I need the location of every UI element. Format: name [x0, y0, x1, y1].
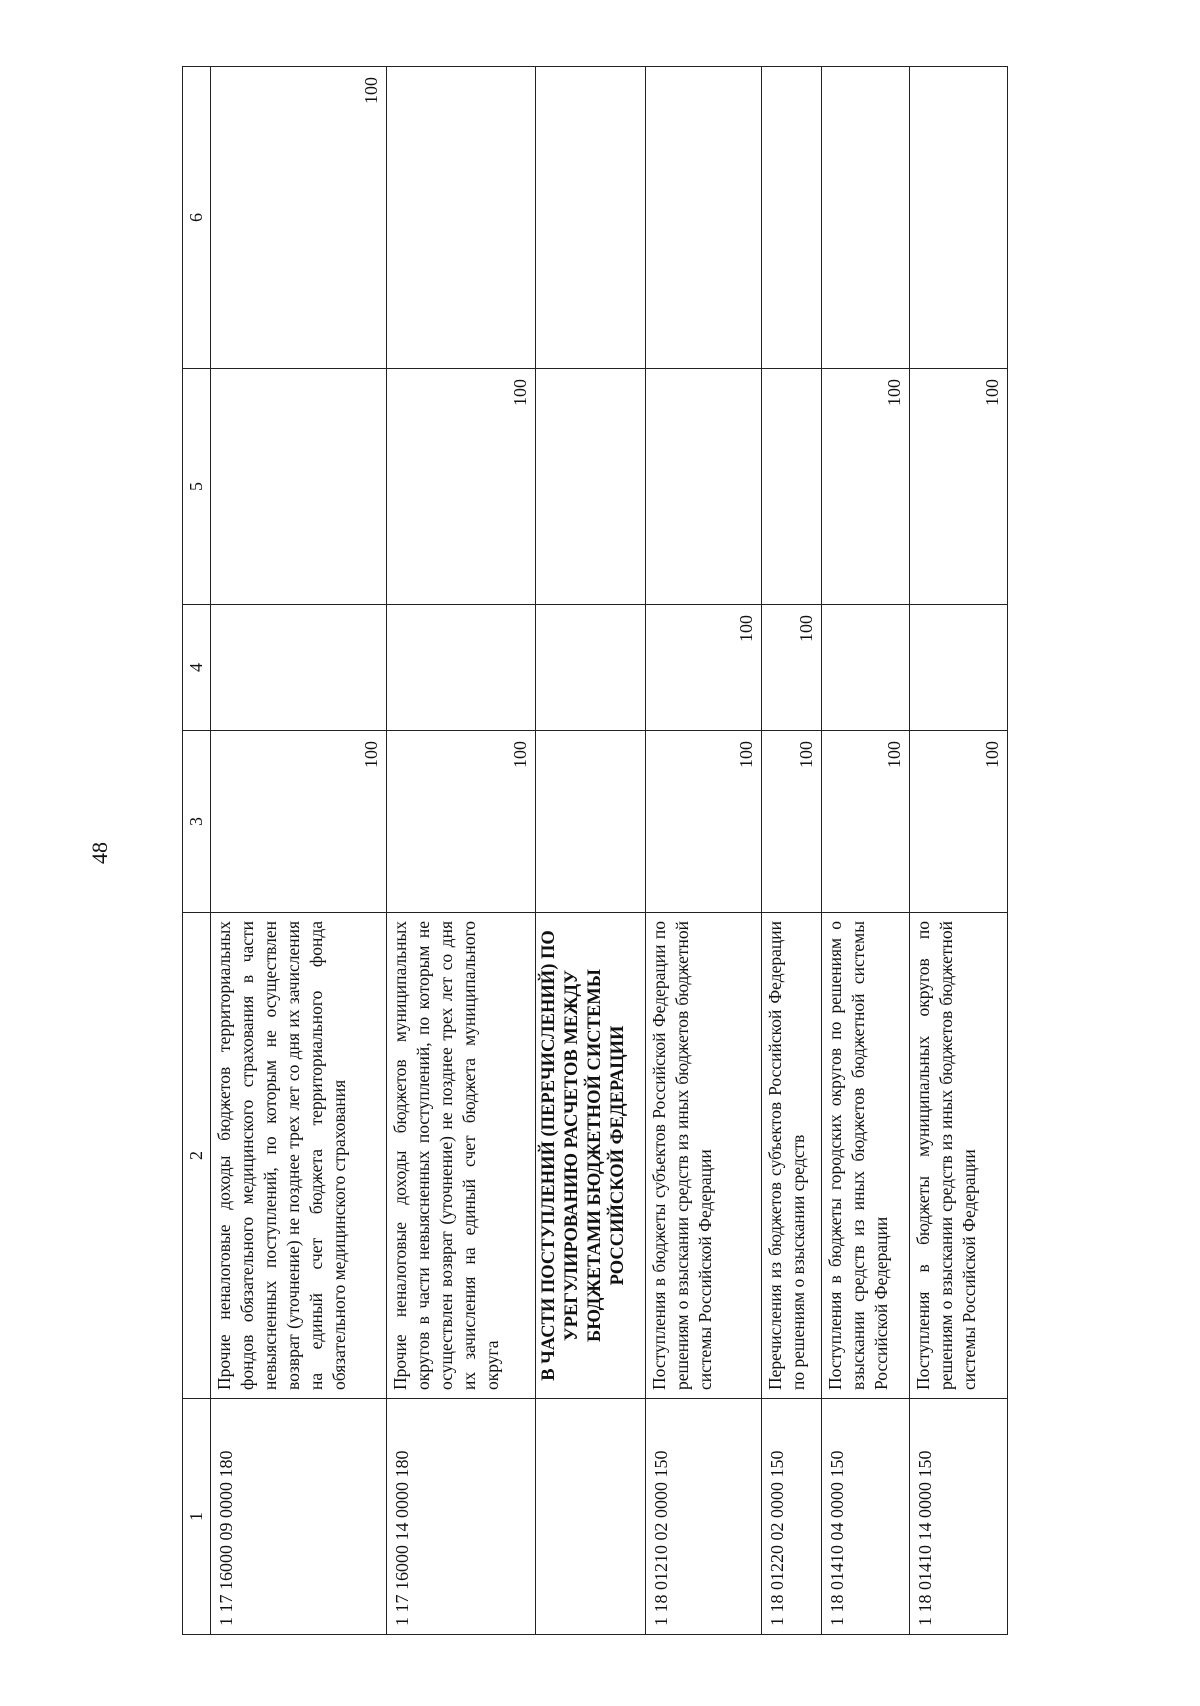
- value-cell-col5: [761, 369, 821, 605]
- column-header-6: 6: [183, 67, 211, 369]
- budget-code-cell: 1 18 01410 14 0000 150: [909, 1399, 1007, 1635]
- value-cell-col4: [909, 605, 1007, 731]
- section-heading-row: [536, 67, 646, 1635]
- column-header-3: 3: [183, 731, 211, 913]
- table-row: [646, 67, 761, 1635]
- table-row: [211, 67, 387, 1635]
- value-cell-col6: [821, 67, 909, 369]
- value-cell-col6: [387, 67, 536, 369]
- value-cell-col4: 100: [761, 605, 821, 731]
- value-cell-col5: [646, 369, 761, 605]
- table-row: [761, 67, 821, 1635]
- value-cell-col3: 100: [211, 731, 387, 913]
- description-cell: Поступления в бюджеты муниципальных округов по решениям о взыскании средств из иных бюджетов бюджетной системы Российской Федерации: [909, 913, 1007, 1399]
- value-cell-col5: 100: [387, 369, 536, 605]
- value-cell-col4: [211, 605, 387, 731]
- value-cell-col6: 100: [211, 67, 387, 369]
- value-cell-col3: [536, 731, 646, 913]
- value-cell-col3: 100: [761, 731, 821, 913]
- budget-code-cell: 1 17 16000 09 0000 180: [211, 1399, 387, 1635]
- value-cell-col6: [536, 67, 646, 369]
- page-number: 48: [87, 842, 112, 864]
- header-row: [183, 67, 211, 1635]
- value-cell-col5: [211, 369, 387, 605]
- budget-code-cell: 1 18 01220 02 0000 150: [761, 1399, 821, 1635]
- column-header-2: 2: [183, 913, 211, 1399]
- budget-code-cell: [536, 1399, 646, 1635]
- value-cell-col5: 100: [909, 369, 1007, 605]
- value-cell-col3: 100: [387, 731, 536, 913]
- description-cell: Перечисления из бюджетов субъектов Российской Федерации по решениям о взыскании средств: [761, 913, 821, 1399]
- table-row: [909, 67, 1007, 1635]
- description-cell: Поступления в бюджеты городских округов по решениям о взыскании средств из иных бюджетов бюджетной системы Российской Федерации: [821, 913, 909, 1399]
- description-cell: Прочие неналоговые доходы бюджетов территориальных фондов обязательного медицинского страхования в части невыясненных поступлений, по которым не осуществлен возврат (уточнение) не позднее трех лет со дня их зачисления на единый счет бюджета территориального фонда обязательного медицинского страхования: [211, 913, 387, 1399]
- description-cell: Прочие неналоговые доходы бюджетов муниципальных округов в части невыясненных поступлений, по которым не осуществлен возврат (уточнение) не позднее трех лет со дня их зачисления на единый счет бюджета муниципального округа: [387, 913, 536, 1399]
- table-row: [387, 67, 536, 1635]
- value-cell-col4: [821, 605, 909, 731]
- budget-table-container: [182, 67, 1008, 1635]
- budget-code-cell: 1 18 01210 02 0000 150: [646, 1399, 761, 1635]
- value-cell-col4: 100: [646, 605, 761, 731]
- value-cell-col3: 100: [646, 731, 761, 913]
- value-cell-col6: [909, 67, 1007, 369]
- table-row: [821, 67, 909, 1635]
- value-cell-col4: [387, 605, 536, 731]
- rotated-page-content: [182, 67, 1008, 1635]
- value-cell-col3: 100: [909, 731, 1007, 913]
- budget-code-cell: 1 17 16000 14 0000 180: [387, 1399, 536, 1635]
- description-cell: Поступления в бюджеты субъектов Российской Федерации по решениям о взыскании средств из иных бюджетов бюджетной системы Российской Федерации: [646, 913, 761, 1399]
- value-cell-col6: [761, 67, 821, 369]
- column-header-5: 5: [183, 369, 211, 605]
- value-cell-col3: 100: [821, 731, 909, 913]
- value-cell-col5: 100: [821, 369, 909, 605]
- column-header-4: 4: [183, 605, 211, 731]
- section-heading-cell: В ЧАСТИ ПОСТУПЛЕНИЙ (ПЕРЕЧИСЛЕНИЙ) ПО УРЕГУЛИРОВАНИЮ РАСЧЕТОВ МЕЖДУ БЮДЖЕТАМИ БЮДЖЕТНОЙ СИСТЕМЫ РОССИЙСКОЙ ФЕДЕРАЦИИ: [536, 913, 646, 1399]
- column-header-1: 1: [183, 1399, 211, 1635]
- value-cell-col5: [536, 369, 646, 605]
- value-cell-col6: [646, 67, 761, 369]
- budget-allocation-table: [182, 66, 1008, 1635]
- value-cell-col4: [536, 605, 646, 731]
- budget-code-cell: 1 18 01410 04 0000 150: [821, 1399, 909, 1635]
